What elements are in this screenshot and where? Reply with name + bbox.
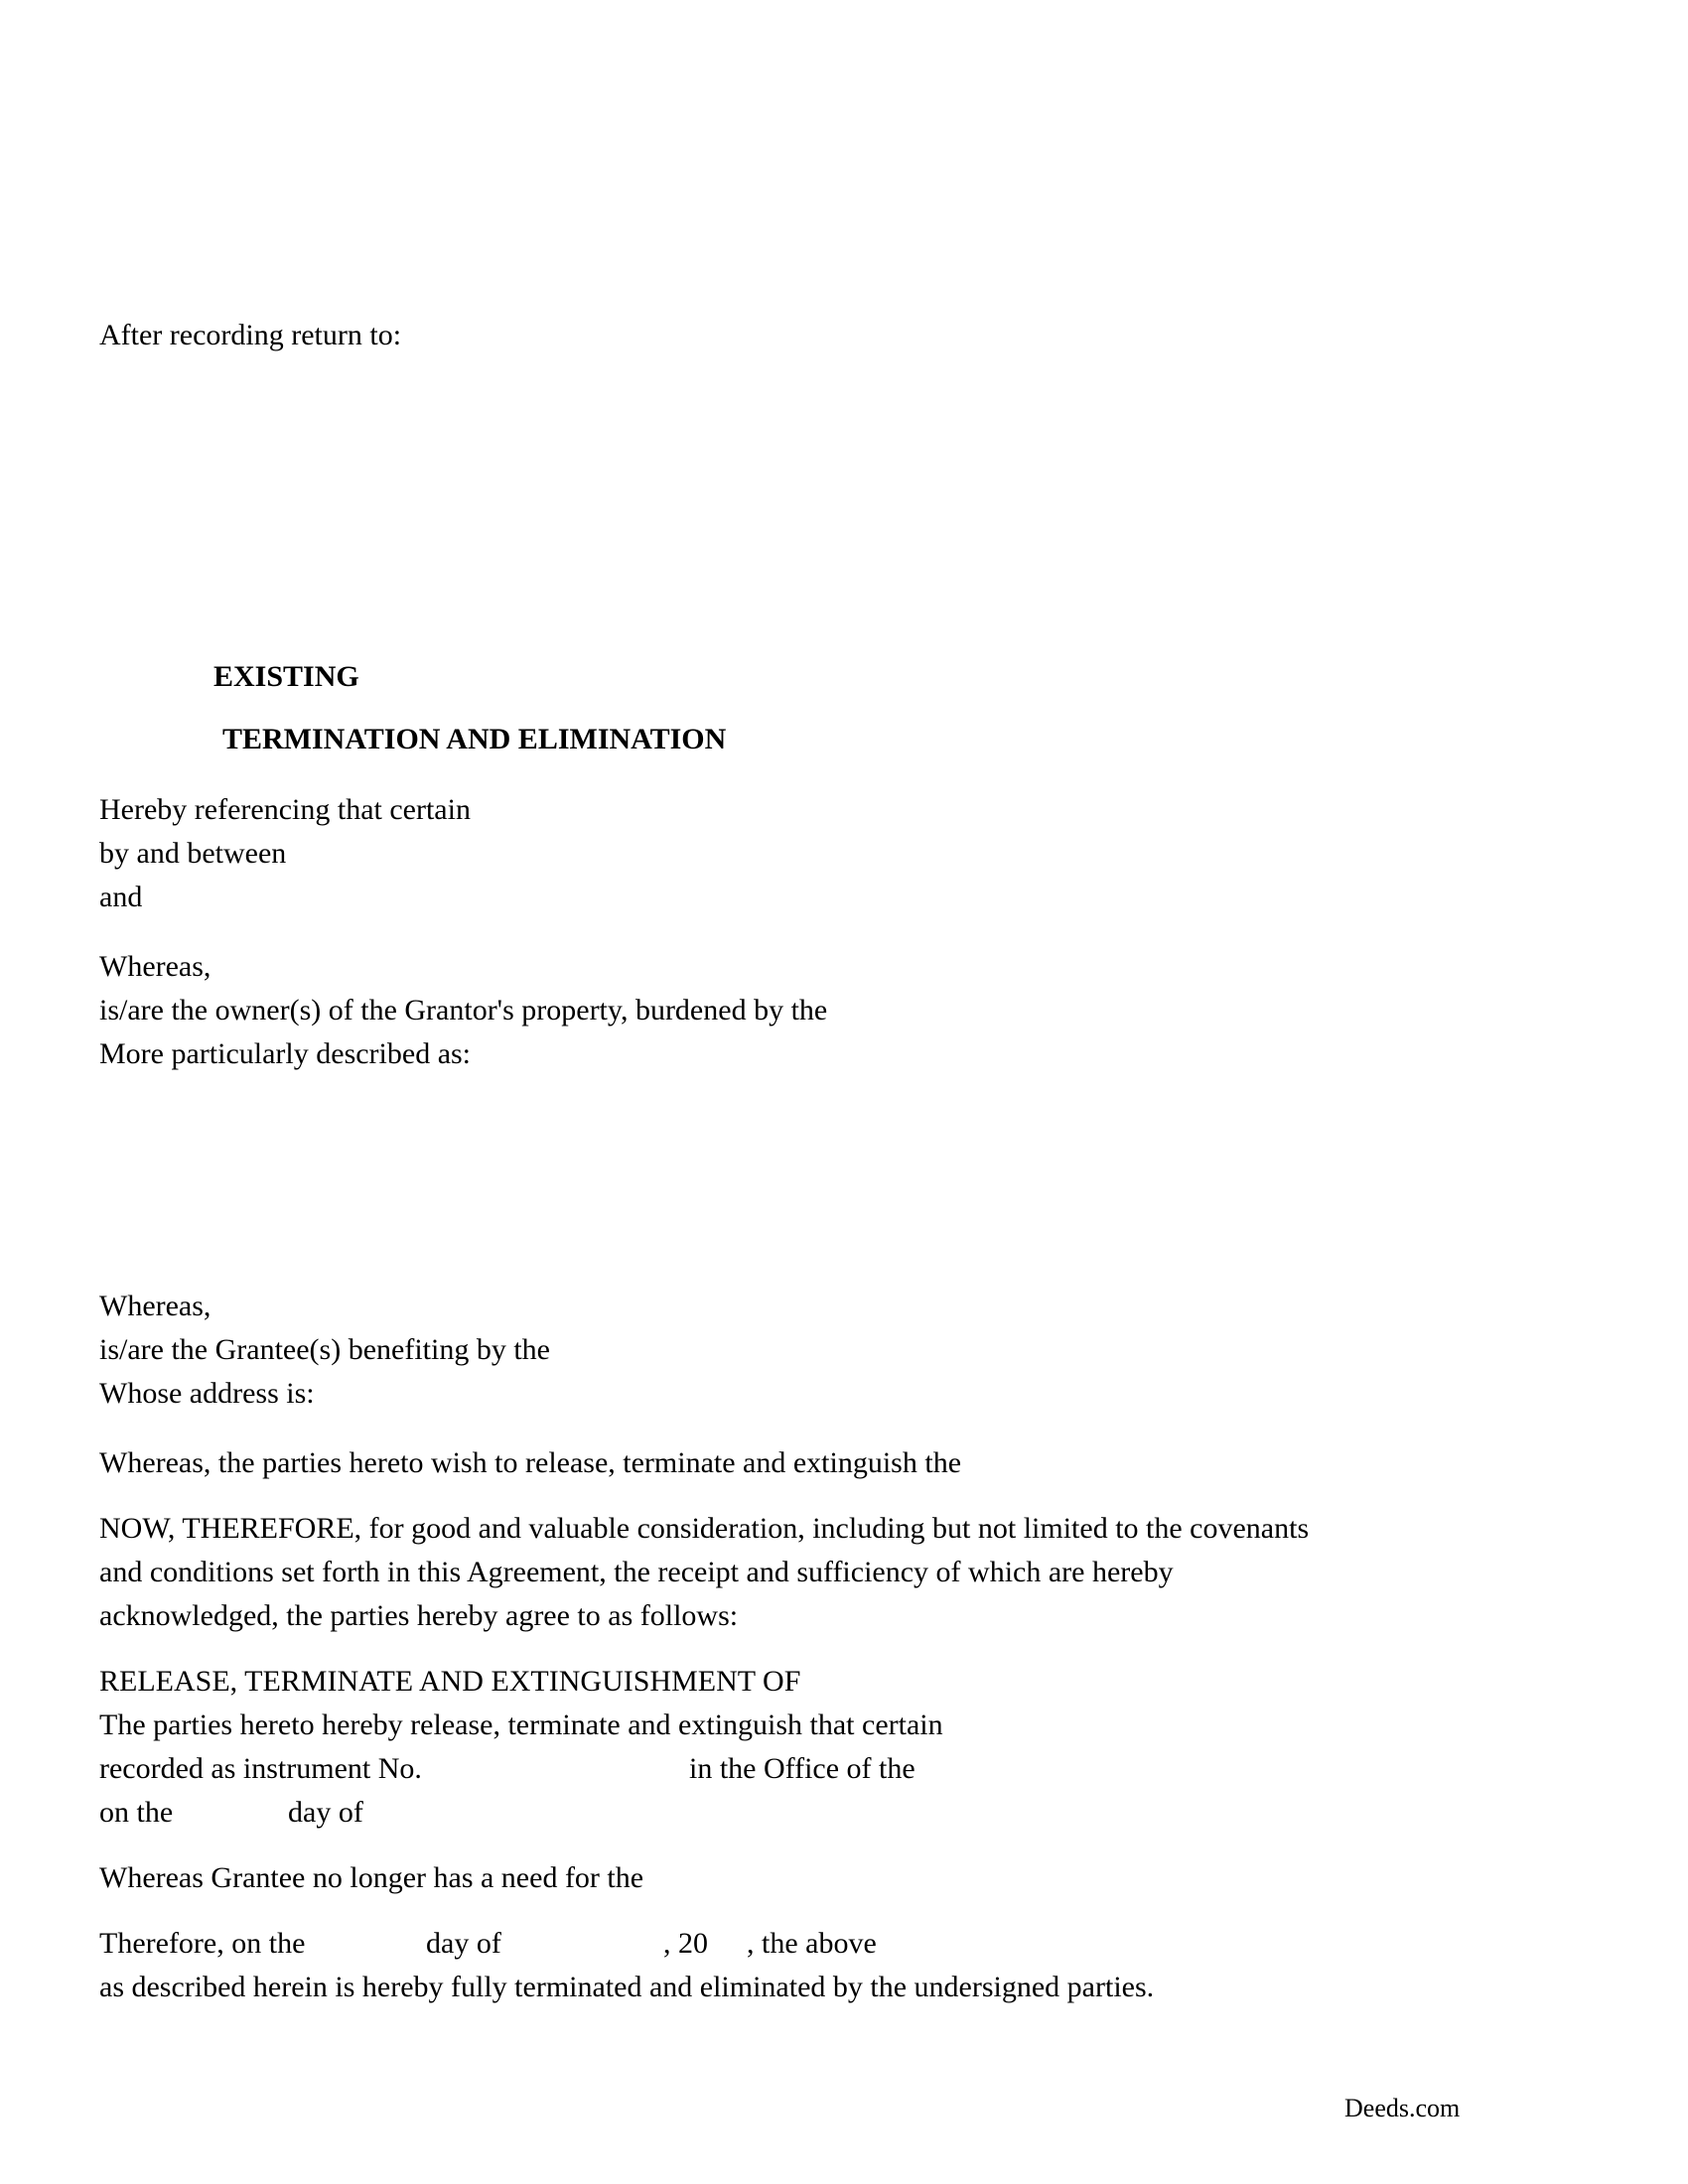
- release-day-of-label: day of: [288, 1796, 363, 1829]
- wish-line: Whereas, the parties hereto wish to release, terminate and extinguish the: [99, 1446, 962, 1479]
- consideration-line-1: NOW, THEREFORE, for good and valuable consideration, including but not limited to the covenants: [99, 1512, 1310, 1545]
- therefore-above-label: , the above: [747, 1927, 877, 1960]
- title-line-2: TERMINATION AND ELIMINATION: [222, 723, 727, 755]
- consideration-line-2: and conditions set forth in this Agreement, the receipt and sufficiency of which are hereby: [99, 1556, 1174, 1588]
- therefore-line-2: as described herein is hereby fully terminated and eliminated by the undersigned parties.: [99, 1971, 1155, 2003]
- release-on-the-label: on the: [99, 1796, 174, 1829]
- grantor-line-1: Whereas,: [99, 950, 211, 983]
- office-of-label: in the Office of the: [689, 1752, 915, 1785]
- reference-line-2: by and between: [99, 837, 287, 870]
- footer-brand: Deeds.com: [1344, 2094, 1461, 2122]
- therefore-day-of-label: day of: [426, 1927, 501, 1960]
- release-line-1: The parties hereto hereby release, terminate and extinguish that certain: [99, 1708, 943, 1741]
- recorded-instrument-label: recorded as instrument No.: [99, 1752, 422, 1785]
- need-line: Whereas Grantee no longer has a need for the: [99, 1861, 644, 1894]
- return-to-label: After recording return to:: [99, 319, 402, 351]
- grantor-line-2: is/are the owner(s) of the Grantor's property, burdened by the: [99, 994, 828, 1026]
- title-line-1: EXISTING: [213, 660, 359, 693]
- grantee-line-3: Whose address is:: [99, 1377, 315, 1410]
- grantee-line-2: is/are the Grantee(s) benefiting by the: [99, 1333, 550, 1366]
- grantee-line-1: Whereas,: [99, 1290, 211, 1322]
- grantor-line-3: More particularly described as:: [99, 1037, 472, 1070]
- consideration-line-3: acknowledged, the parties hereby agree to as follows:: [99, 1599, 739, 1632]
- release-heading: RELEASE, TERMINATE AND EXTINGUISHMENT OF: [99, 1665, 801, 1698]
- therefore-on-the-label: Therefore, on the: [99, 1927, 306, 1960]
- therefore-year-label: , 20: [663, 1927, 708, 1960]
- reference-line-1: Hereby referencing that certain: [99, 793, 471, 826]
- reference-line-3: and: [99, 881, 143, 913]
